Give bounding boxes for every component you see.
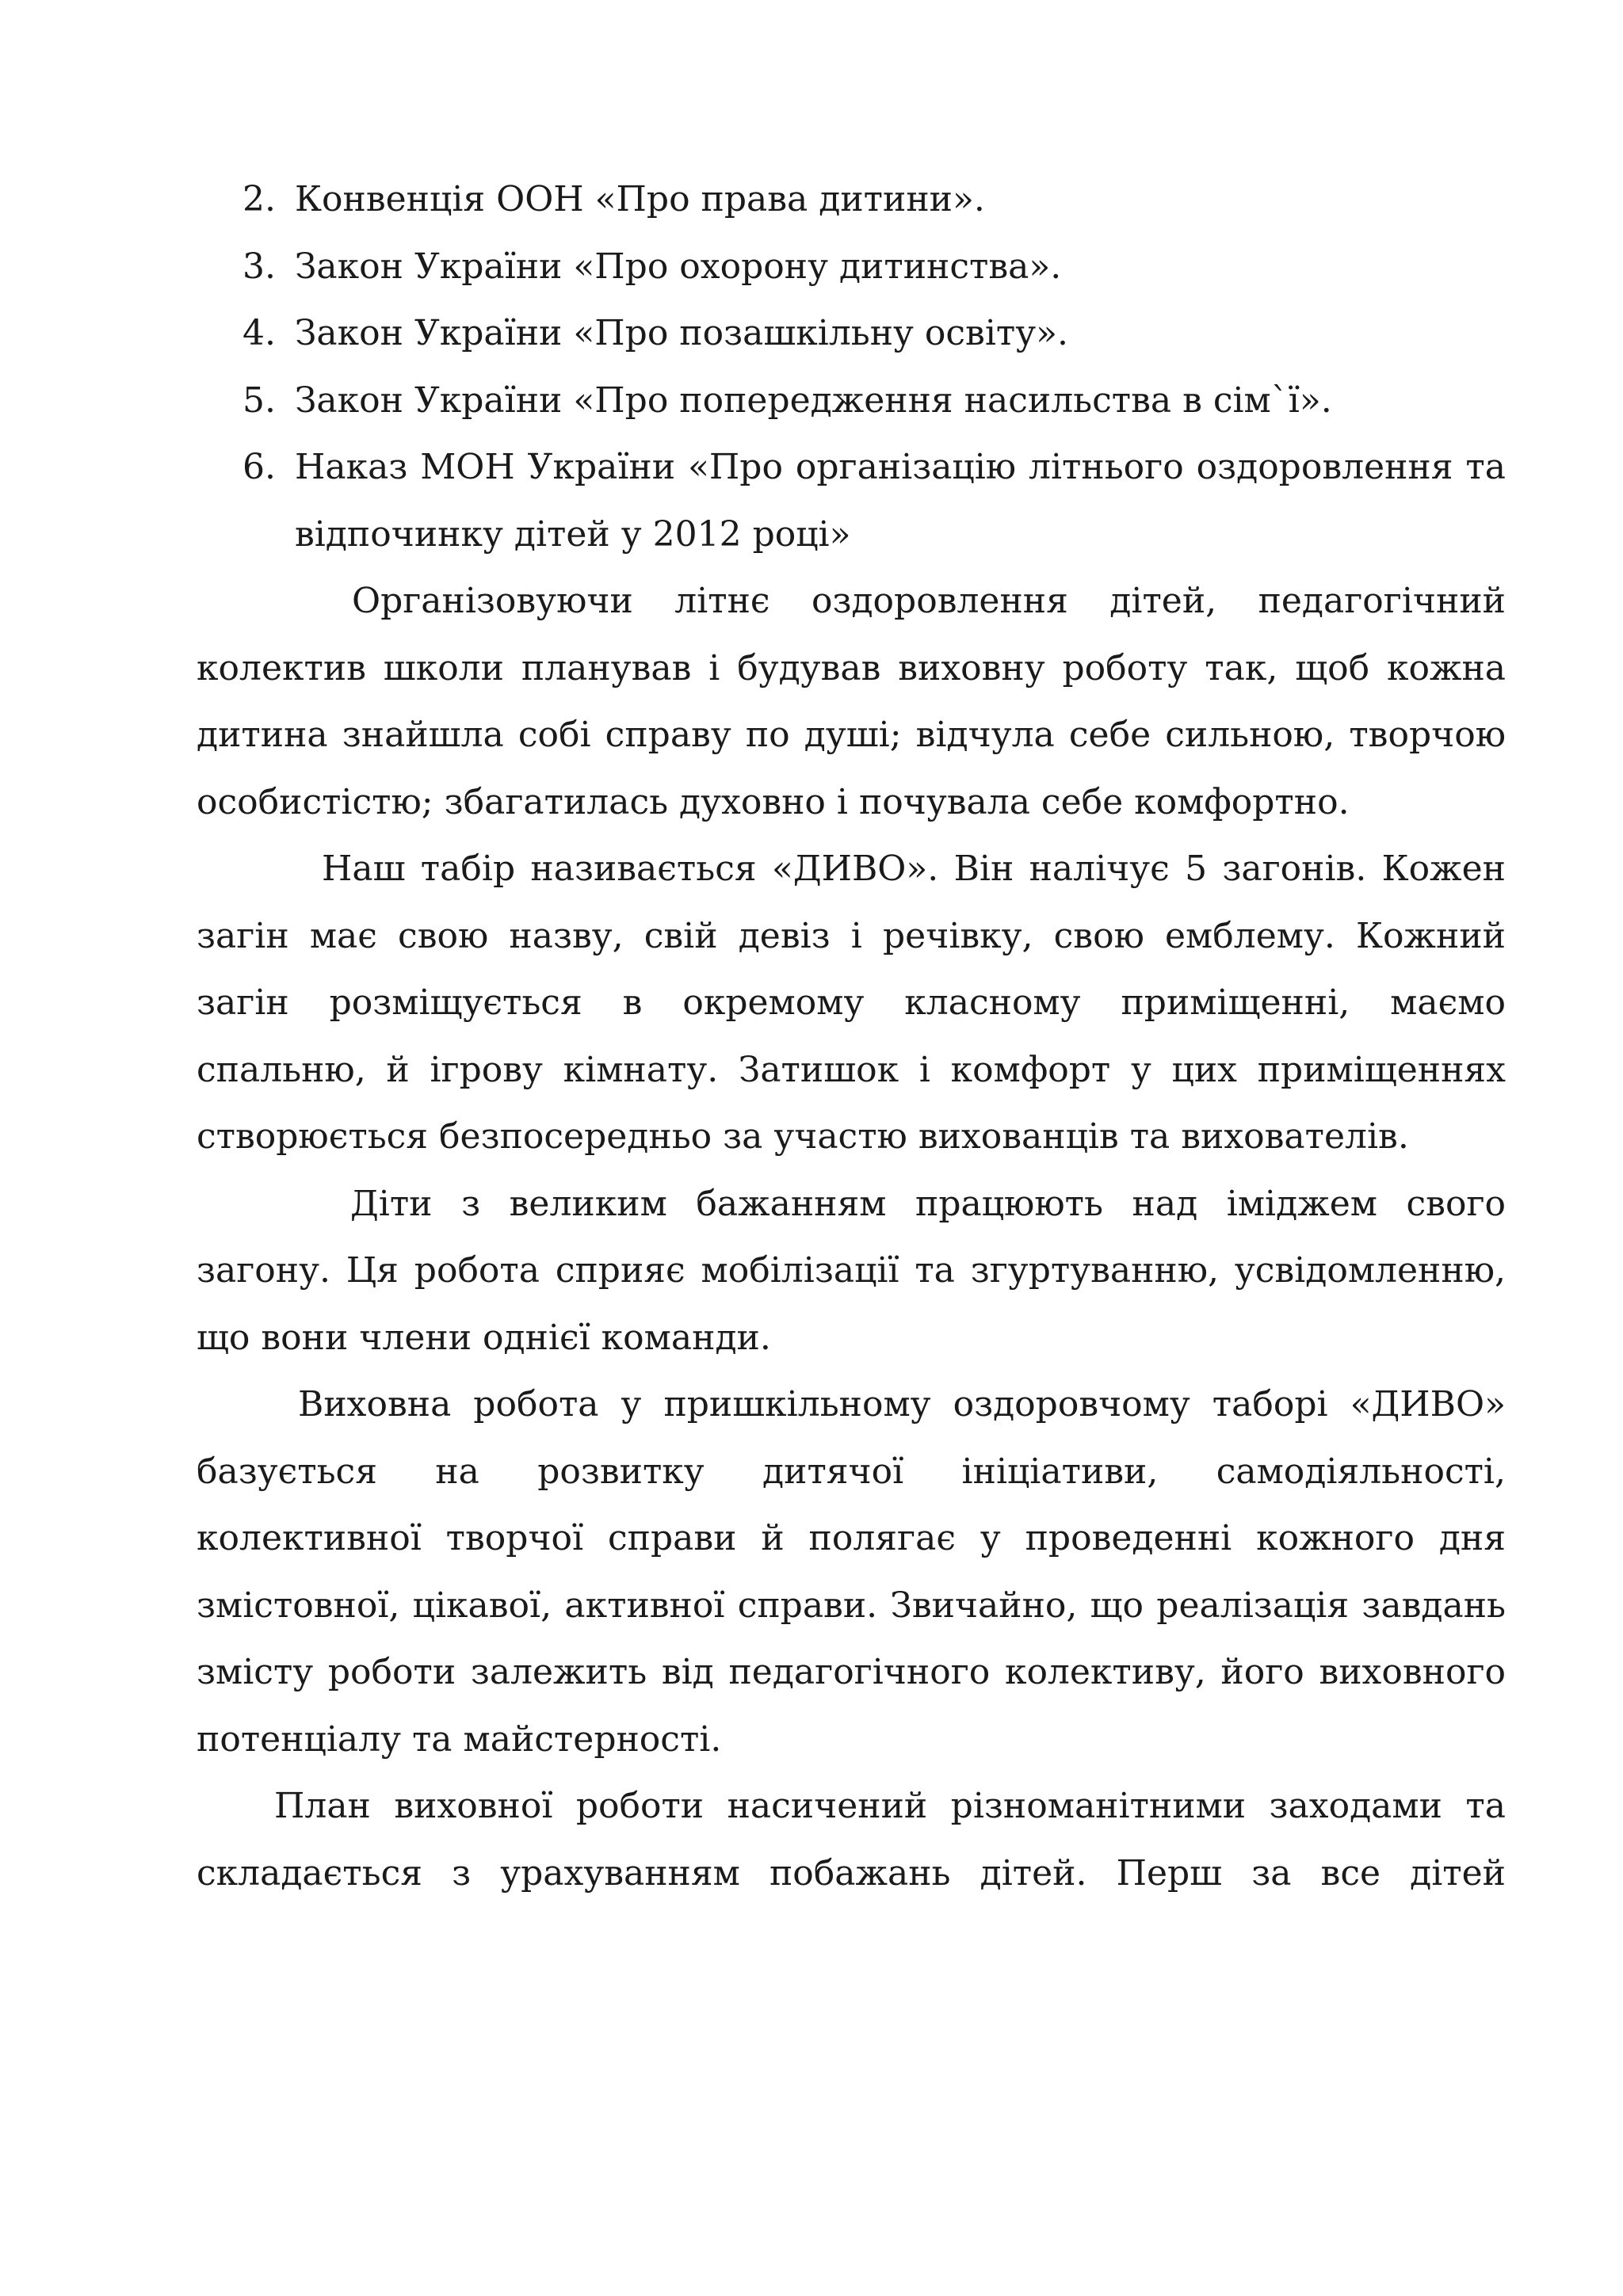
document-page	[197, 166, 1506, 1907]
list-text: Закон України «Про позашкільну освіту».	[295, 313, 1069, 353]
list-item	[197, 434, 1506, 568]
paragraph-organization: Організовуючи літнє оздоровлення дітей, педагогічний колектив школи планував і будував виховну роботу так, щоб кожна дитина знайшла собі справу по душі; відчула себе сильною, творчою особистістю; збагатилась духовно і почувала себе комфортно.	[197, 581, 1506, 822]
list-item	[197, 300, 1506, 368]
list-number: 3.	[242, 246, 276, 287]
list-text: Наказ МОН України «Про організацію літнього оздоровлення та відпочинку дітей у 2012 році»	[295, 447, 1506, 555]
paragraph-plan: План виховної роботи насичений різноманітними заходами та складається з урахуванням побажань дітей. Перш за все дітей	[197, 1786, 1506, 1894]
list-number: 6.	[242, 447, 276, 487]
list-number: 5.	[242, 379, 276, 421]
list-number: 2.	[242, 179, 276, 219]
paragraph-educational-work: Виховна робота у пришкільному оздоровчому таборі «ДИВО» базується на розвитку дитячої ініціативи, самодіяльності, колективної творчої справи й полягає у проведенні кожного дня змістовної, цікавої, активної справи. Звичайно, що реалізація завдань змісту роботи залежить від педагогічного колективу, його виховного потенціалу та майстерності.	[197, 1384, 1506, 1760]
list-number: 4.	[242, 313, 276, 353]
list-item	[197, 368, 1506, 435]
paragraph-squad-image: Діти з великим бажанням працюють над іміджем свого загону. Ця робота сприяє мобілізації та згуртуванню, усвідомленню, що вони члени однієї команди.	[197, 1183, 1506, 1358]
list-text: Закон України «Про попередження насильства в сім`ї».	[295, 379, 1332, 421]
list-item	[197, 166, 1506, 234]
legal-references-list	[197, 166, 1506, 568]
list-text: Конвенція ООН «Про права дитини».	[295, 179, 985, 219]
paragraph-camp-name: Наш табір називається «ДИВО». Він налічує 5 загонів. Кожен загін має свою назву, свій девіз і речівку, свою емблему. Кожний загін розміщується в окремому класному приміщенні, маємо спальню, й ігрову кімнату. Затишок і комфорт у цих приміщеннях створюється безпосередньо за участю вихованців та вихователів.	[197, 849, 1506, 1157]
list-item	[197, 234, 1506, 301]
list-text: Закон України «Про охорону дитинства».	[295, 246, 1062, 287]
